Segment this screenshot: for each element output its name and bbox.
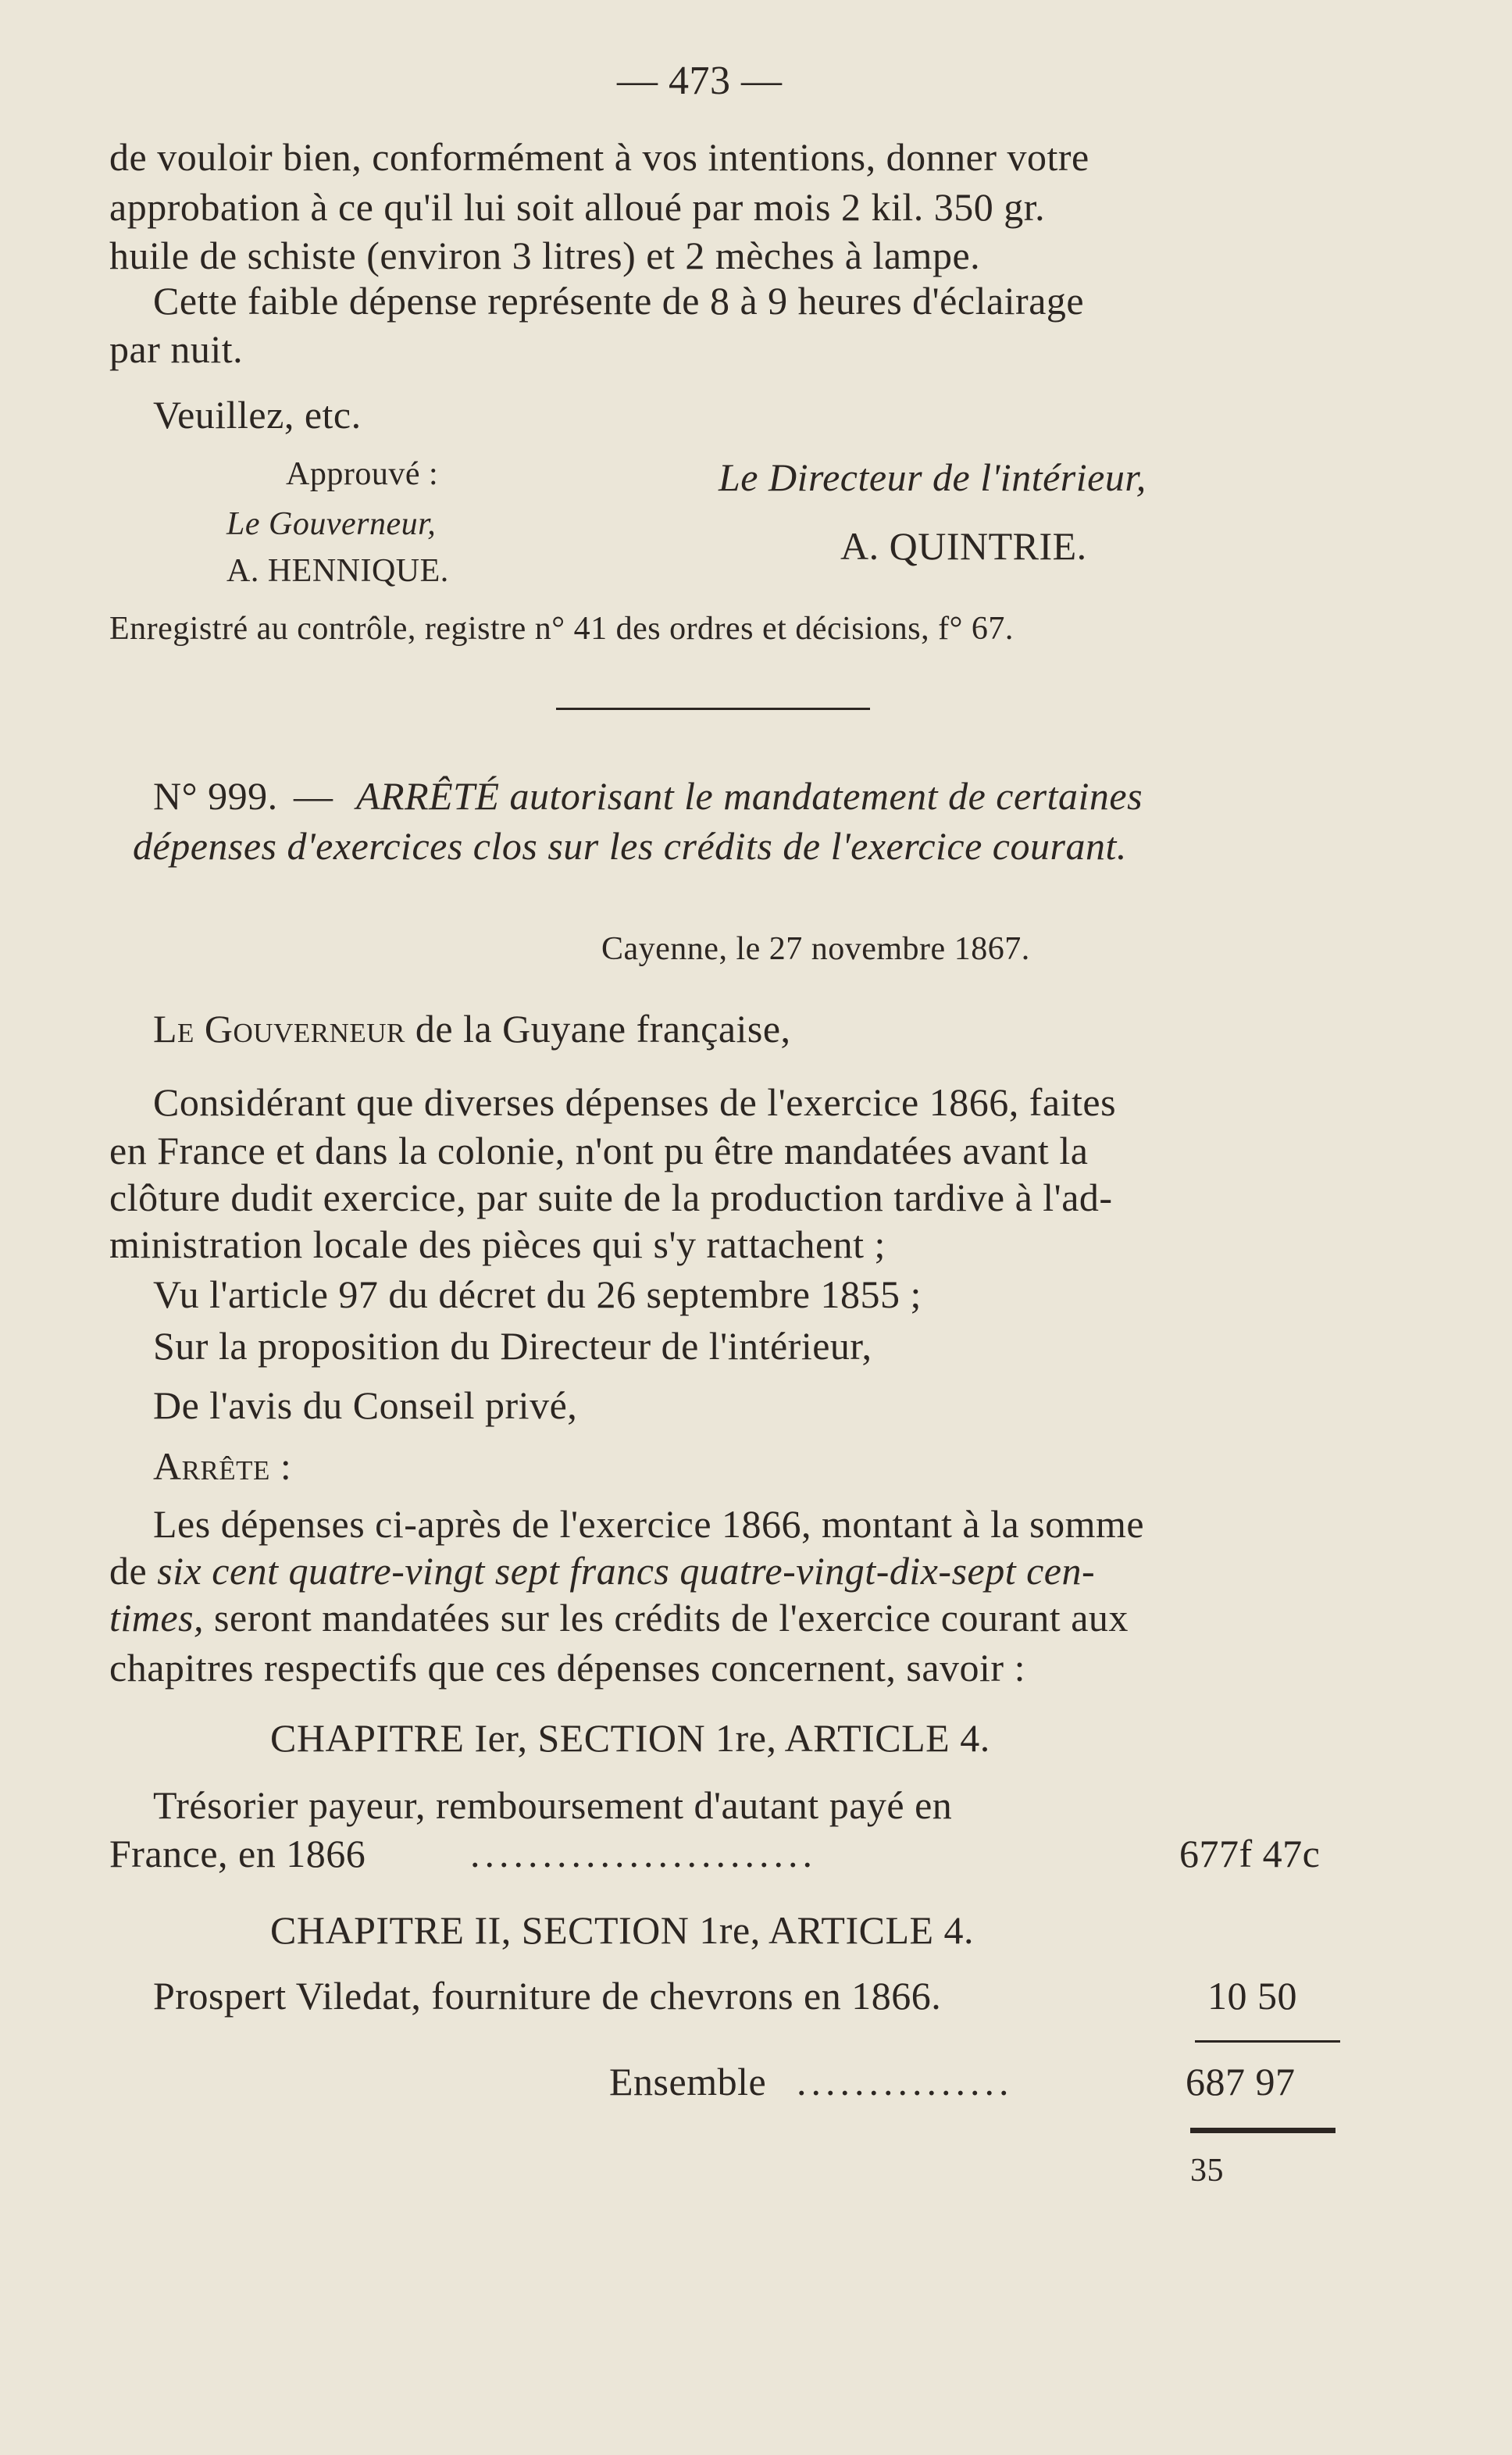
decree-title-line-1: ARRÊTÉ autorisant le mandatement de certaines <box>356 774 1143 818</box>
body-line-2 <box>109 1549 1096 1593</box>
considerant-line-4: ministration locale des pièces qui s'y rattachent ; <box>109 1222 886 1266</box>
intro-line-1: de vouloir bien, conformément à vos intentions, donner votre <box>109 135 1089 179</box>
chapter-2-heading: CHAPITRE II, SECTION 1re, ARTICLE 4. <box>270 1908 975 1952</box>
place-date: Cayenne, le 27 novembre 1867. <box>601 931 1030 967</box>
chapter-2-line-1: Prospert Viledat, fourniture de chevrons en 1866. <box>153 1974 942 2018</box>
proposition-line: Sur la proposition du Directeur de l'intérieur, <box>153 1324 872 1368</box>
governor-name: A. HENNIQUE. <box>226 553 449 589</box>
subtotal-rule <box>1195 2040 1340 2043</box>
vu-line: Vu l'article 97 du décret du 26 septembre 1855 ; <box>153 1272 922 1316</box>
intro-line-3: huile de schiste (environ 3 litres) et 2 mèches à lampe. <box>109 234 981 277</box>
arrete-label: Arrête : <box>153 1444 292 1488</box>
body-line-1: Les dépenses ci-après de l'exercice 1866, montant à la somme <box>153 1502 1145 1546</box>
intro-line-4: Cette faible dépense représente de 8 à 9 heures d'éclairage <box>153 279 1085 323</box>
avis-line: De l'avis du Conseil privé, <box>153 1383 578 1427</box>
chapter-2-amount: 10 50 <box>1207 1974 1297 2018</box>
chapter-1-dots: ........................ <box>470 1832 817 1875</box>
total-dots: ............... <box>797 2060 1014 2104</box>
decree-dash: — <box>294 774 333 818</box>
chapter-1-line-2: France, en 1866 <box>109 1832 366 1875</box>
total-rule <box>1190 2128 1335 2133</box>
considerant-line-2: en France et dans la colonie, n'ont pu être mandatées avant la <box>109 1129 1089 1172</box>
amount-in-words-end: times, <box>109 1596 205 1640</box>
considerant-line-1: Considérant que diverses dépenses de l'exercice 1866, faites <box>153 1080 1117 1124</box>
director-title: Le Directeur de l'intérieur, <box>719 455 1146 499</box>
decree-title-line-2: dépenses d'exercices clos sur les crédits de l'exercice courant. <box>133 824 1127 868</box>
intro-line-5: par nuit. <box>109 327 244 371</box>
body-line-3-rest: seront mandatées sur les crédits de l'exercice courant aux <box>204 1596 1129 1640</box>
total-amount: 687 97 <box>1186 2060 1296 2104</box>
registration-note: Enregistré au contrôle, registre n° 41 des ordres et décisions, f° 67. <box>109 611 1014 647</box>
signature-mark: 35 <box>1190 2153 1224 2189</box>
body-line-2-prefix: de <box>109 1549 158 1593</box>
director-name: A. QUINTRIE. <box>840 524 1087 568</box>
approved-label: Approuvé : <box>286 456 439 492</box>
total-label: Ensemble <box>609 2060 767 2104</box>
governor-title: Le Gouverneur, <box>226 506 437 542</box>
amount-in-words: six cent quatre-vingt sept francs quatre-vingt-dix-sept cen- <box>157 1549 1096 1593</box>
separator-rule <box>556 708 870 710</box>
chapter-1-line-1: Trésorier payeur, remboursement d'autant payé en <box>153 1783 953 1827</box>
closing-formula: Veuillez, etc. <box>153 393 362 437</box>
governor-smallcaps: Le Gouverneur <box>153 1007 405 1051</box>
intro-line-2: approbation à ce qu'il lui soit alloué par mois 2 kil. 350 gr. <box>109 185 1046 229</box>
governor-opening-rest: de la Guyane française, <box>405 1007 791 1051</box>
considerant-line-3: clôture dudit exercice, par suite de la production tardive à l'ad- <box>109 1176 1113 1219</box>
body-line-3 <box>109 1596 1129 1640</box>
chapter-1-amount: 677f 47c <box>1179 1832 1321 1875</box>
chapter-1-heading: CHAPITRE Ier, SECTION 1re, ARTICLE 4. <box>270 1716 990 1760</box>
page-number: — 473 — <box>617 59 783 103</box>
decree-number: N° 999. <box>153 774 278 818</box>
governor-opening <box>153 1007 791 1051</box>
body-line-4: chapitres respectifs que ces dépenses concernent, savoir : <box>109 1646 1025 1690</box>
